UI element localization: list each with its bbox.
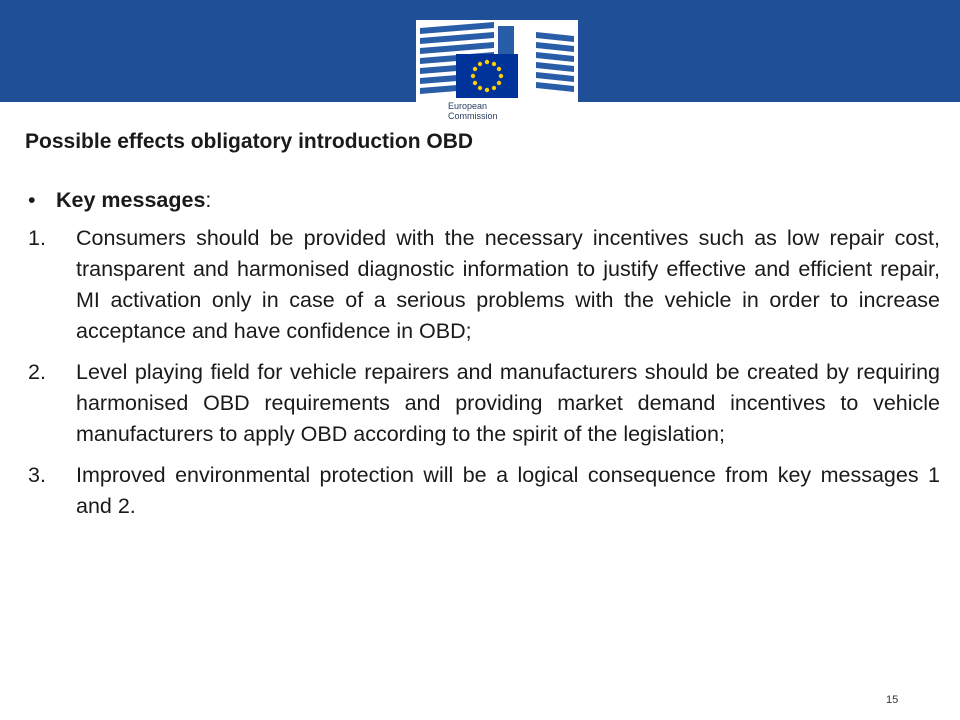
slide-title: Possible effects obligatory introduction OBD — [25, 130, 474, 153]
slide-content — [28, 185, 940, 532]
european-commission-logo — [416, 20, 578, 126]
list-item — [28, 460, 940, 522]
key-messages-label: Key messages — [56, 188, 206, 212]
list-item-number: 3. — [28, 463, 46, 487]
key-messages-list — [28, 223, 940, 522]
logo-line-2: Commission — [448, 111, 498, 121]
list-item — [28, 223, 940, 347]
list-item-text: Improved environmental protection will be a logical consequence from key messages 1 and 2. — [76, 463, 940, 518]
key-messages-bullet — [28, 185, 940, 216]
logo-wordmark — [448, 101, 498, 121]
list-item — [28, 357, 940, 450]
page-number: 15 — [886, 694, 899, 706]
key-messages-suffix: : — [205, 188, 212, 212]
list-item-number: 1. — [28, 226, 46, 250]
list-item-text: Consumers should be provided with the necessary incentives such as low repair cost, transparent and harmonised diagnostic information to justify effective and efficient repair, MI activation only in case of a serious problems with the vehicle in order to increase acceptance and have confidence in OBD; — [76, 226, 940, 343]
list-item-number: 2. — [28, 360, 46, 384]
bullet-marker: • — [28, 188, 36, 212]
logo-line-1: European — [448, 101, 488, 111]
list-item-text: Level playing field for vehicle repairers and manufacturers should be created by requiring harmonised OBD requirements and providing market demand incentives to vehicle manufacturers to apply OBD according to the spirit of the legislation; — [76, 360, 940, 446]
